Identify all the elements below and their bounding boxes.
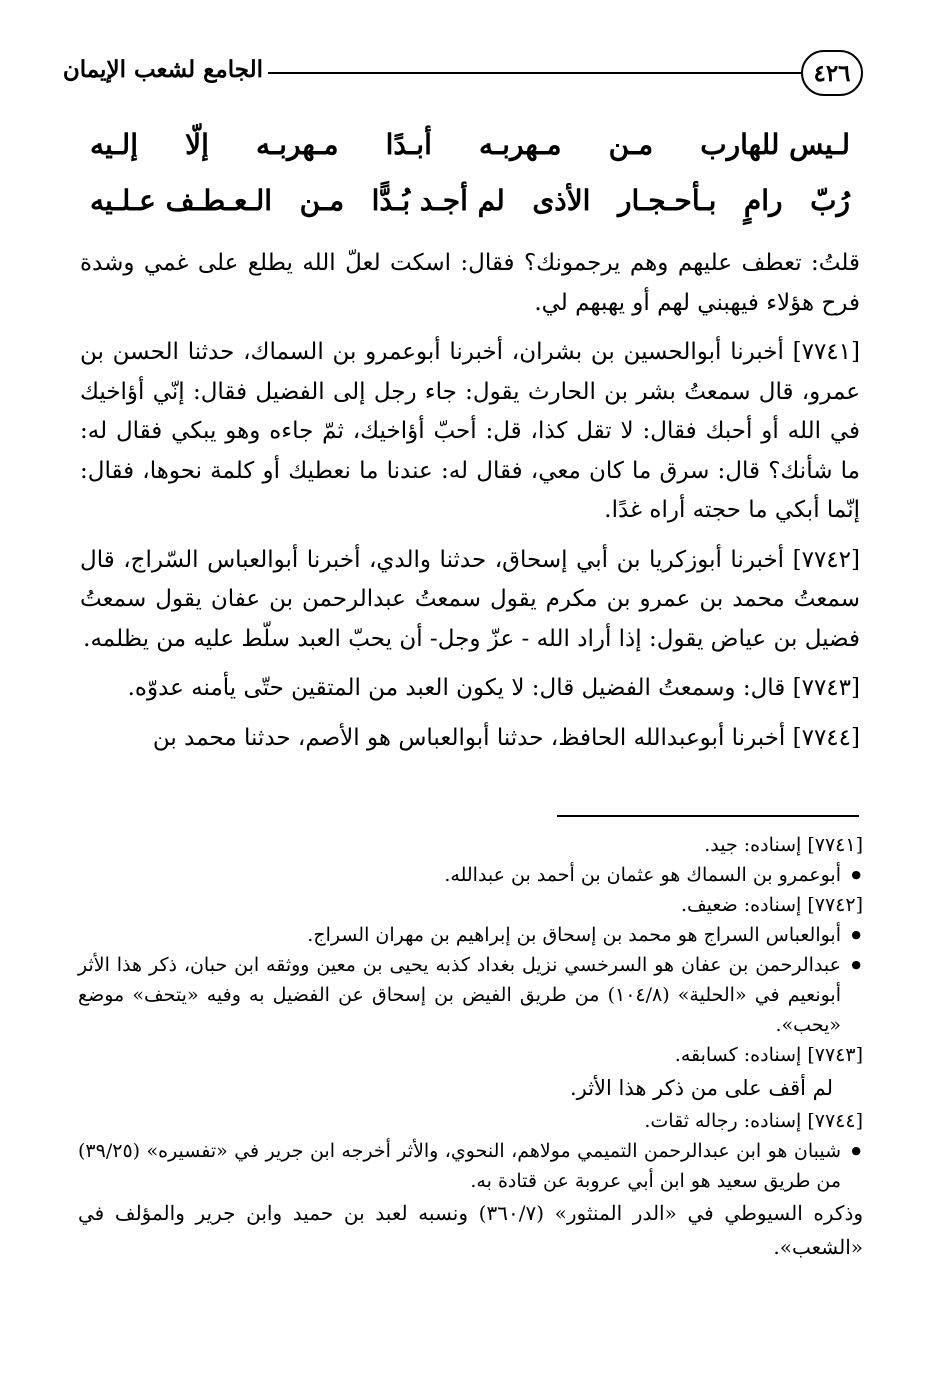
poem-word: إلّا	[185, 128, 209, 161]
poem-word: الـعـطـف عـلـيه	[90, 184, 273, 217]
paragraph-7744: [٧٧٤٤] أخبرنا أبوعبدالله الحافظ، حدثنا أبوالعباس هو الأصم، حدثنا محمد بن	[152, 724, 860, 751]
footnote-item: ● عبدالرحمن بن عفان هو السرخسي نزيل بغداد كذبه يحيى بن معين ووثقه ابن حبان، ذكر هذا الأثر أبونعيم في «الحلية» (١٠٤/٨) من طريق الفيض بن إسحاق عن الفضيل به وفيه «يتحف» موضع «يحب».	[78, 950, 863, 1040]
footnote-rule	[557, 815, 859, 817]
poem-word: الأذى	[532, 184, 591, 217]
poem-word: لـيس للهارب	[700, 128, 850, 161]
poem-verse-2	[90, 184, 850, 217]
poem-verse-1	[90, 128, 850, 161]
poem-word: رُبّ	[810, 184, 850, 217]
poem-word: لم أجـد بُـدًّا	[371, 184, 505, 217]
book-title: الجامع لشعب الإيمان	[62, 56, 263, 83]
header-rule	[268, 72, 801, 74]
footnote-item: ● شيبان هو ابن عبدالرحمن التميمي مولاهم، النحوي، والأثر أخرجه ابن جرير في «تفسيره» (٣٩/٢٥) من طريق سعيد هو ابن أبي عروبة عن قتادة به.	[78, 1136, 863, 1196]
footnote-text: لم أقف على من ذكر هذا الأثر.	[569, 1076, 833, 1100]
poem-word: رامٍ	[743, 184, 783, 217]
main-text	[80, 244, 860, 758]
footnote-text: وذكره السيوطي في «الدر المنثور» (٣٦٠/٧) ونسبه لعبد بن حميد وابن جرير والمؤلف في «الشعب».	[78, 1201, 864, 1259]
footnote-heading: [٧٧٤٣] إسناده: كسابقه.	[674, 1044, 863, 1066]
paragraph-7741: [٧٧٤١] أخبرنا أبوالحسين بن بشران، أخبرنا أبوعمرو بن السماك، حدثنا الحسن بن عمرو، قال سمعتُ بشر بن الحارث يقول: جاء رجل إلى الفضيل فقال: إنّي أؤاخيك في الله أو أحبك فقال: لا تقل كذا، قل: أحبّ أؤاخيك، ثمّ جاءه وهو يبكي فقال له: ما شأنك؟ قال: سرق ما كان معي، فقال له: عندنا ما نعطيك أو كلمة نحوها، فقال: إنّما أبكي ما حجته أراه غدًا.	[80, 339, 860, 523]
paragraph-7743: [٧٧٤٣] قال: وسمعتُ الفضيل قال: لا يكون العبد من المتقين حتّى يأمنه عدوّه.	[127, 675, 860, 701]
poem-word: مـن	[299, 184, 345, 217]
footnote-heading: [٧٧٤٢] إسناده: ضعيف.	[680, 894, 863, 916]
paragraph: قلتُ: تعطف عليهم وهم يرجمونك؟ فقال: اسكت لعلّ الله يطلع على غمي وشدة فرح هؤلاء فيهبني لهم أو يهبهم لي.	[80, 250, 860, 316]
footnote-item: ● أبوعمرو بن السماك هو عثمان بن أحمد بن عبدالله.	[78, 860, 863, 890]
poem-word: مـن	[608, 128, 654, 161]
poem-word: مـهربـه	[478, 128, 562, 161]
footnote-heading: [٧٧٤٤] إسناده: رجاله ثقات.	[644, 1110, 863, 1132]
poem-word: إلـيه	[90, 128, 138, 161]
poem-word: مـهربـه	[255, 128, 339, 161]
page-number: ٤٢٦	[801, 50, 863, 96]
poem-word: أبـدًا	[385, 128, 432, 161]
page-header	[62, 50, 863, 100]
paragraph-7742: [٧٧٤٢] أخبرنا أبوزكريا بن أبي إسحاق، حدثنا والدي، أخبرنا أبوالعباس السّراج، قال سمعتُ محمد بن عمرو بن مكرم يقول سمعتُ عبدالرحمن بن عفان يقول سمعتُ فضيل بن عياض يقول: إذا أراد الله - عزّ وجل- أن يحبّ العبد سلّط عليه من يظلمه.	[80, 546, 860, 652]
footnotes	[78, 830, 863, 1264]
footnote-item: ● أبوالعباس السراج هو محمد بن إسحاق بن إبراهيم بن مهران السراج.	[78, 920, 863, 950]
footnote-heading: [٧٧٤١] إسناده: جيد.	[704, 834, 863, 856]
poem-word: بـأحـجـار	[618, 184, 717, 217]
